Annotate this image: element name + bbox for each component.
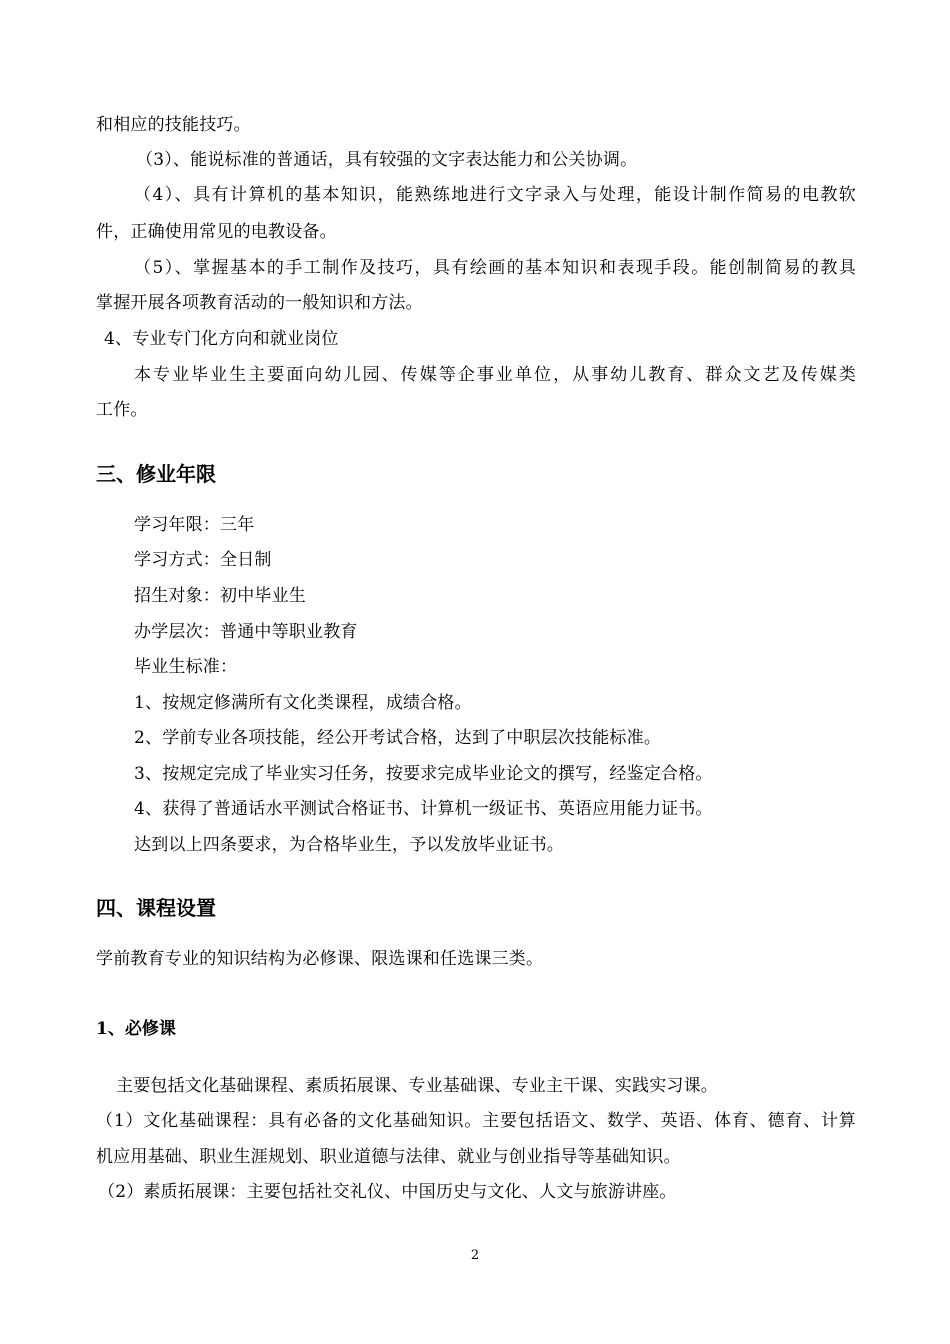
list-item: 达到以上四条要求，为合格毕业生，予以发放毕业证书。 xyxy=(134,835,564,855)
list-item: 1、按规定修满所有文化类课程，成绩合格。 xyxy=(134,693,472,713)
paragraph-line: （3）、能说标准的普通话，具有较强的文字表达能力和公关协调。 xyxy=(136,150,638,170)
list-item: 3、按规定完成了毕业实习任务，按要求完成毕业论文的撰写，经鉴定合格。 xyxy=(134,764,713,784)
list-item: 招生对象：初中毕业生 xyxy=(134,586,306,606)
paragraph-line: 机应用基础、职业生涯规划、职业道德与法律、就业与创业指导等基础知识。 xyxy=(96,1147,681,1167)
list-item: 4、获得了普通话水平测试合格证书、计算机一级证书、英语应用能力证书。 xyxy=(134,799,713,819)
paragraph-line: （5）、掌握基本的手工制作及技巧，具有绘画的基本知识和表现手段。能创制简易的教具 xyxy=(134,258,856,278)
paragraph-line: （1）文化基础课程：具有必备的文化基础知识。主要包括语文、数学、英语、体育、德育、计算 xyxy=(96,1111,856,1131)
paragraph-line: 和相应的技能技巧。 xyxy=(96,115,251,135)
paragraph-line: （2）素质拓展课：主要包括社交礼仪、中国历史与文化、人文与旅游讲座。 xyxy=(98,1182,677,1202)
subsection-title: 1、必修课 xyxy=(96,1019,176,1039)
paragraph-line: 掌握开展各项教育活动的一般知识和方法。 xyxy=(96,293,423,313)
section-heading: 三、修业年限 xyxy=(96,462,216,486)
list-item: 毕业生标准： xyxy=(134,657,238,677)
subsection-title: 4、专业专门化方向和就业岗位 xyxy=(104,329,339,349)
paragraph-line: 件，正确使用常见的电教设备。 xyxy=(96,222,337,242)
list-item: 2、学前专业各项技能，经公开考试合格，达到了中职层次技能标准。 xyxy=(134,728,662,748)
page-number: 2 xyxy=(470,1248,480,1263)
paragraph-line: 学前教育专业的知识结构为必修课、限选课和任选课三类。 xyxy=(96,949,544,969)
list-item: 学习方式：全日制 xyxy=(134,550,272,570)
section-heading: 四、课程设置 xyxy=(96,896,216,920)
paragraph-line: 工作。 xyxy=(96,400,148,420)
paragraph-line: 主要包括文化基础课程、素质拓展课、专业基础课、专业主干课、实践实习课。 xyxy=(116,1076,718,1096)
list-item: 办学层次：普通中等职业教育 xyxy=(134,622,358,642)
paragraph-line: （4）、具有计算机的基本知识，能熟练地进行文字录入与处理，能设计制作简易的电教软 xyxy=(134,185,856,205)
paragraph-line: 本专业毕业生主要面向幼儿园、传媒等企事业单位，从事幼儿教育、群众文艺及传媒类 xyxy=(134,365,856,385)
list-item: 学习年限：三年 xyxy=(134,515,255,535)
